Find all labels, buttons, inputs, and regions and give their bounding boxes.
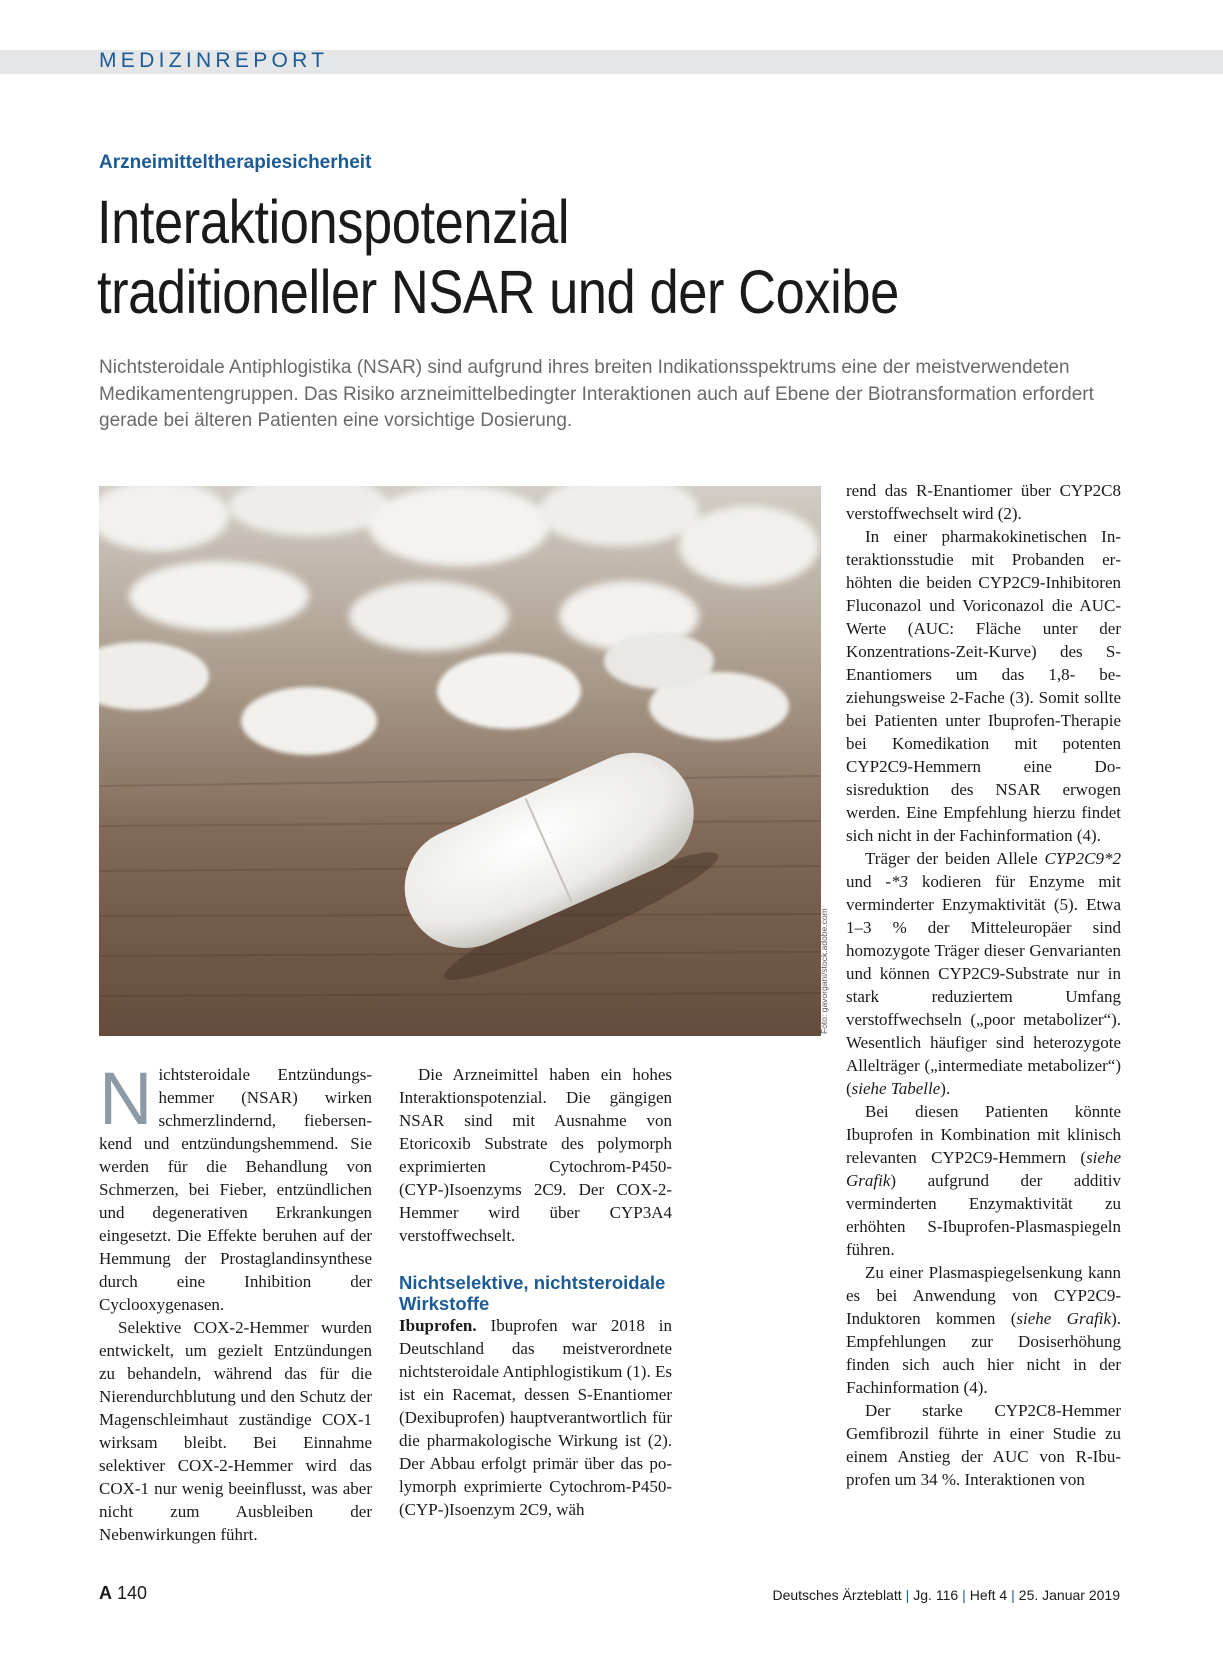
paragraph: [846, 1100, 1121, 1261]
title-line-1: Interaktionspotenzial: [97, 188, 570, 256]
text-run: und: [846, 872, 886, 891]
pills-photo: [99, 486, 821, 1036]
paragraph: Selektive COX-2-Hemmer wurden entwickelt, um gezielt Entzündungen zu behandeln, während das für die Nierendurchblutung und den Schutz der Magenschleimhaut zuständige COX-1 wirksam bleibt. Bei Einnahme selektiver COX-2-Hemmer wird das COX-1 nur wenig beeinflusst, was aber nicht zum Ausbleiben der Nebenwirkungen führt.: [99, 1318, 372, 1544]
paragraph-text: ichtsteroidale Entzündungshemmer (NSAR) wirken schmerzlindernd, fiebersenkend und entzündungshemmend. Sie werden für die Behandlung von Schmerzen, bei Fieber, entzündlichen und degenerativen Erkrankungen eingesetzt. Die Effekte beruhen auf der Hemmung der Prostaglandinsynthese durch eine Inhibition der Cyclooxygenasen.: [99, 1065, 372, 1314]
separator: |: [1011, 1587, 1015, 1603]
section-label: MEDIZINREPORT: [99, 49, 329, 72]
paragraph: Der starke CYP2C8-Hemmer Gemfibrozil führte in einer Studie zu einem Anstieg der AUC von R-Ibuprofen um 34 %. Interaktionen von: [846, 1401, 1121, 1489]
paragraph: rend das R-Enantiomer über CYP2C8 verstoffwechselt wird (2).: [846, 481, 1121, 523]
text-run: Zu einer Plasmaspiegelsenkung kann es bei Anwendung von CYP2C9-Induktoren kommen (: [846, 1263, 1121, 1328]
journal-date: 25. Januar 2019: [1018, 1587, 1120, 1603]
paragraph: Die Arzneimittel haben ein hohes Interaktionspotenzial. Die gängigen NSAR sind mit Ausnahme von Etoricoxib Substrate des polymorph exprimierten Cytochrom-P450-(CYP-)Isoenzyms 2C9. Der COX-2-Hemmer wird über CYP3A4 verstoffwechselt.: [399, 1065, 672, 1245]
gene-allele: -*3: [885, 872, 909, 891]
column-3: [846, 479, 1121, 1491]
title-line-2: traditioneller NSAR und der Coxibe: [97, 258, 899, 326]
text-run: Träger der beiden Allele: [865, 849, 1045, 868]
paragraph: [99, 1057, 372, 1316]
paragraph: [846, 847, 1121, 1100]
article-kicker: Arzneimitteltherapiesicherheit: [99, 152, 372, 173]
paragraph-lead-bold: Ibuprofen.: [399, 1316, 477, 1335]
text-run: kodieren für Enzyme mit verminderter Enzymaktivität (5). Etwa 1–3 % der Mitteleuropäer sind homozygote Träger dieser Genvarianten und können CYP2C9-Substrate nur in stark reduziertem Umfang verstoffwechseln („poor metabolizer“). Wesentlich häufiger sind heterozygote Allelträger („intermediate metabolizer“) (: [846, 872, 1122, 1098]
article-title: [97, 187, 1009, 327]
text-run: ).: [940, 1079, 951, 1098]
table-reference: siehe Tabelle: [851, 1079, 941, 1098]
article-lead: Nichtsteroidale Antiphlogistika (NSAR) sind aufgrund ihres breiten Indikationsspektrums eine der meistverwendeten Medikamentengruppen. Das Risiko arzneimittelbedingter Interaktionen auch auf Ebene der Biotransformation erfordert gerade bei älteren Patienten eine vorsichtige Dosierung.: [99, 357, 1094, 431]
separator: |: [962, 1587, 966, 1603]
gene-allele: CYP2C9*2: [1044, 849, 1121, 868]
paragraph: In einer pharmakokinetischen Interaktionsstudie mit Probanden erhöhten die beiden CYP2C9-Inhibitoren Fluconazol und Voriconazol die AUC-Werte (AUC: Fläche unter der Konzentrations-Zeit-Kurve) des S-Enantiomers um das 1,8- beziehungsweise 2-Fache (3). Somit sollte bei Patienten unter Ibuprofen-Therapie bei Komedikation mit potenten CYP2C9-Hemmern eine Dosisreduktion des NSAR erwogen werden. Eine Empfehlung hierzu findet sich nicht in der Fachinformation (4).: [846, 527, 1121, 845]
journal-volume: Jg. 116: [913, 1587, 959, 1603]
journal-issue: Heft 4: [969, 1587, 1008, 1603]
column-1: [99, 1057, 372, 1546]
paragraph: [846, 1261, 1121, 1399]
text-run: ) aufgrund der additiv verminderten Enzymaktivität zu erhöhten S-Ibuprofen-Plasmaspiegeln führen.: [846, 1171, 1121, 1259]
pills-illustration: [99, 486, 821, 1036]
separator: |: [905, 1587, 910, 1603]
paragraph: [399, 1314, 672, 1521]
paragraph-text: Ibuprofen war 2018 in Deutschland das meistverordnete nichtsteroidale Antiphlogistikum (1). Es ist ein Racemat, dessen S-Enantiomer (Dexibuprofen) hauptverantwortlich für die pharmakologische Wirkung ist (2). Der Abbau erfolgt primär über das polymorph exprimierte Cytochrom-P450-(CYP-)Isoenzym 2C9, wäh: [399, 1316, 672, 1519]
column-2: [399, 1063, 672, 1521]
page-number: [99, 1583, 147, 1604]
text-run: Bei diesen Patienten könnte Ibuprofen in Kombination mit klinisch relevanten CYP2C9-Hemmern (: [846, 1102, 1121, 1167]
subheading: Nichtselektive, nichtsteroidale Wirkstoffe: [399, 1272, 666, 1314]
text-run: ). Empfehlungen zur Dosiserhöhung finden sich auch hier nicht in der Fachinformation (4).: [846, 1309, 1121, 1397]
journal-name: Deutsches Ärzteblatt: [772, 1587, 902, 1603]
figure-reference: siehe Grafik: [1016, 1309, 1112, 1328]
drop-cap: N: [99, 1057, 153, 1140]
journal-info: [772, 1587, 1120, 1603]
page-prefix: A: [99, 1583, 112, 1603]
figure-reference: siehe Grafik: [846, 1148, 1121, 1190]
photo-credit: Foto: gavorgani/stock.adobe.com: [819, 908, 829, 1034]
page-number-value: 140: [117, 1583, 148, 1603]
